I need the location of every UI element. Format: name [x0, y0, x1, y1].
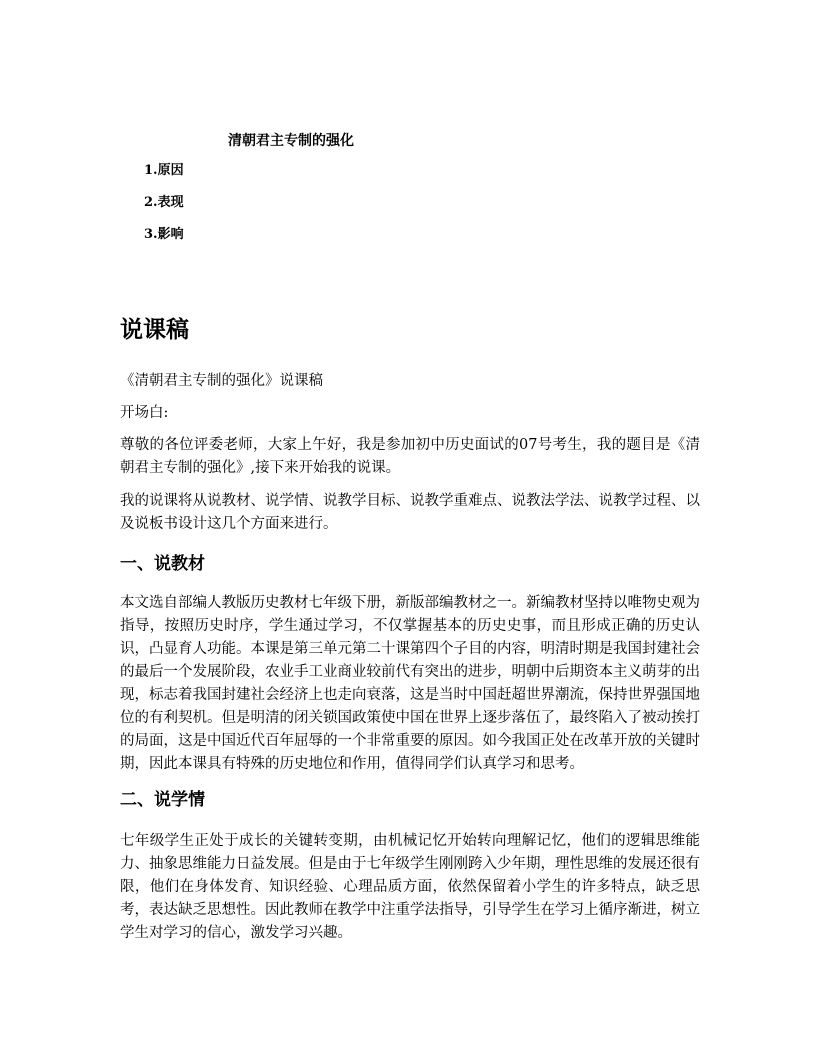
- blackboard-item-reason: 1.原因: [144, 163, 184, 178]
- section-body-students: 七年级学生正处于成长的关键转变期，由机械记忆开始转向理解记忆，他们的逻辑思维能力、抽象思维能力日益发展。但是由于七年级学生刚刚跨入少年期，理性思维的发展还很有限，他们在身体发育、知识经验、心理品质方面，依然保留着小学生的许多特点，缺乏思考，表达缺乏思想性。因此教师在教学中注重学法指导，引导学生在学习上循序渐进，树立学生对学习的信心，激发学习兴趣。: [120, 833, 700, 941]
- document-body: [120, 312, 700, 945]
- document-subtitle: 《清朝君主专制的强化》说课稿: [120, 373, 323, 389]
- blackboard-item-manifestation: 2.表现: [144, 195, 184, 210]
- greeting-paragraph: 尊敬的各位评委老师，大家上午好，我是参加初中历史面试的07号考生，我的题目是《清朝君主专制的强化》,接下来开始我的说课。: [120, 437, 700, 476]
- section-heading-students: 二、说学情: [120, 790, 205, 810]
- document-title: 说课稿: [120, 317, 189, 343]
- section-heading-textbook: 一、说教材: [120, 554, 205, 574]
- opening-label: 开场白:: [120, 405, 169, 421]
- blackboard-title: 清朝君主专制的强化: [228, 133, 354, 149]
- section-body-textbook: 本文选自部编人教版历史教材七年级下册，新版部编教材之一。新编教材坚持以唯物史观为指导，按照历史时序，学生通过学习，不仅掌握基本的历史史事，而且形成正确的历史认识，凸显育人功能。本课是第三单元第二十课第四个子目的内容，明清时期是我国封建社会的最后一个发展阶段，农业手工业商业较前代有突出的进步，明朝中后期资本主义萌芽的出现，标志着我国封建社会经济上也走向衰落，这是当时中国赶超世界潮流，保持世界强国地位的有利契机。但是明清的闭关锁国政策使中国在世界上逐步落伍了，最终陷入了被动挨打的局面，这是中国近代百年屈辱的一个非常重要的原因。如今我国正处在改革开放的关键时期，因此本课具有特殊的历史地位和作用，值得同学们认真学习和思考。: [120, 595, 700, 772]
- overview-paragraph: 我的说课将从说教材、说学情、说教学目标、说教学重难点、说教法学法、说教学过程、以及说板书设计这几个方面来进行。: [120, 493, 700, 532]
- blackboard-item-influence: 3.影响: [144, 227, 184, 242]
